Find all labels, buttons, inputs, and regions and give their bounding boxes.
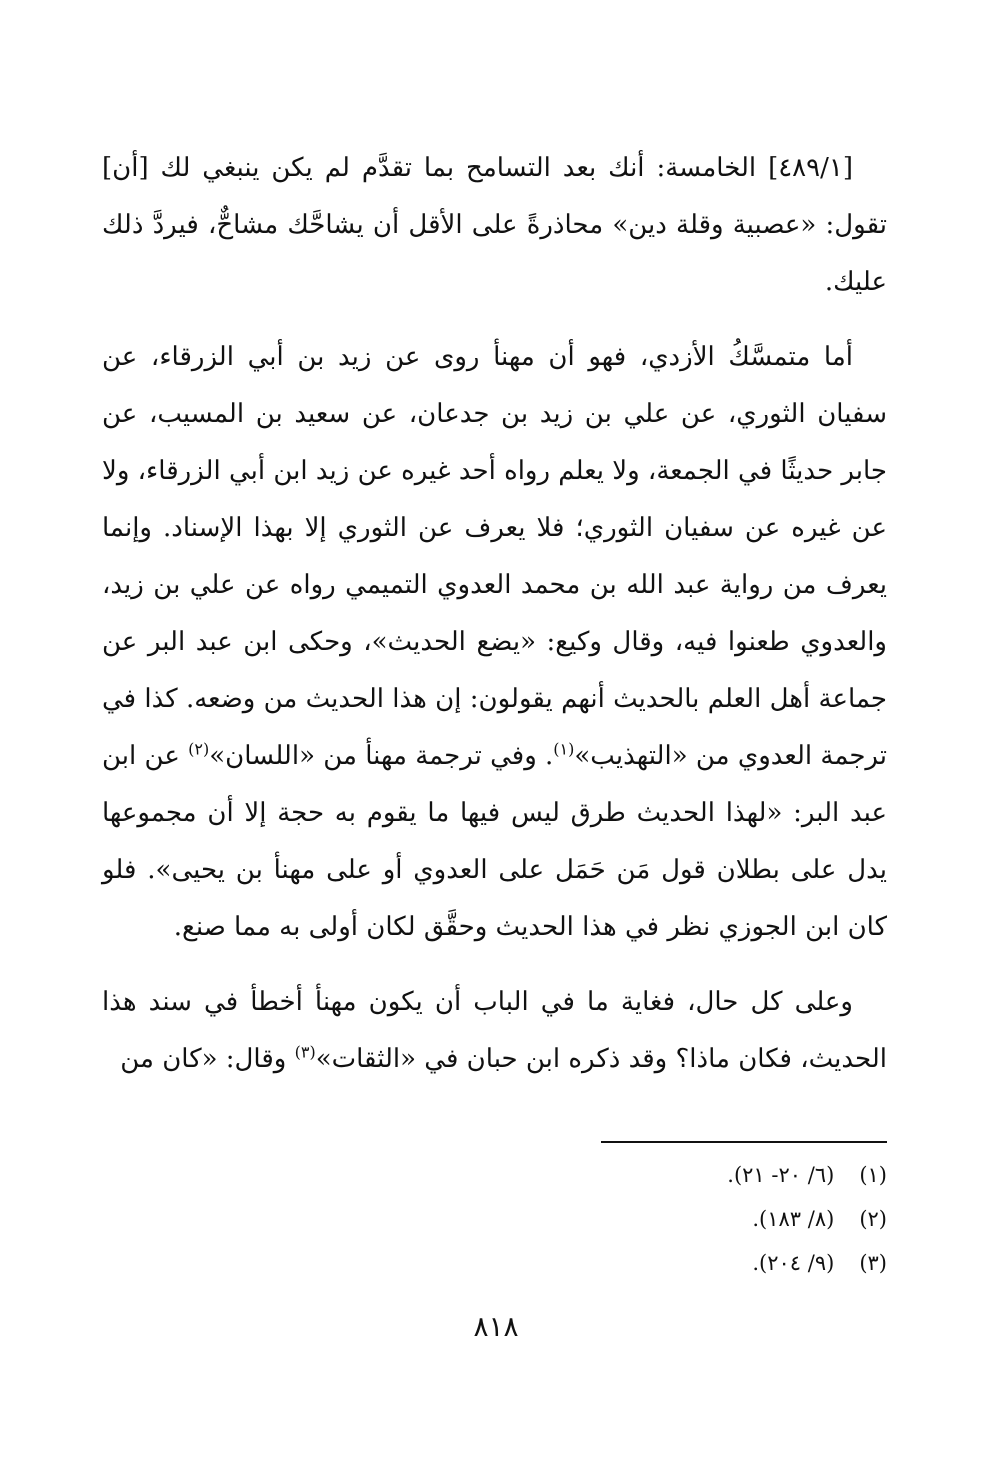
text-segment: . وفي ترجمة مهنأ من «اللسان» xyxy=(209,741,554,771)
footnotes xyxy=(387,1153,887,1285)
paragraph-3 xyxy=(102,974,887,1088)
footnote-1 xyxy=(387,1153,887,1197)
footnote-3 xyxy=(387,1241,887,1285)
footnote-text: (٨/ ١٨٣). xyxy=(752,1207,835,1231)
footnote-text: (٩/ ٢٠٤). xyxy=(752,1251,835,1275)
paragraph-2 xyxy=(102,329,887,956)
footnote-reference: (٢) xyxy=(188,739,210,759)
paragraph-1 xyxy=(102,140,887,311)
text-segment: وقال: «كان من xyxy=(120,1044,295,1074)
footnote-number: (٢) xyxy=(859,1207,887,1231)
footnote-2 xyxy=(387,1197,887,1241)
footnote-reference: (١) xyxy=(553,739,575,759)
text-segment: وعلى كل حال، فغاية ما في الباب أن يكون مهنأ أخطأ في سند هذا الحديث، فكان ماذا؟ وقد ذكره ابن حبان في «الثقات» xyxy=(102,987,887,1074)
footnote-number: (١) xyxy=(859,1163,887,1187)
footnote-separator xyxy=(601,1141,887,1143)
footnote-text: (٦/ ٢٠- ٢١). xyxy=(727,1163,835,1187)
text-segment: [٤٨٩/١] الخامسة: أنك بعد التسامح بما تقدَّم لم يكن ينبغي لك [أن] تقول: «عصبية وقلة دين» محاذرةً على الأقل أن يشاحَّك مشاحٌّ، فيردَّ ذلك عليك. xyxy=(102,153,887,297)
page-number: ٨١٨ xyxy=(473,1310,519,1343)
main-text xyxy=(102,140,887,1106)
text-segment: أما متمسَّكُ الأزدي، فهو أن مهنأ روى عن زيد بن أبي الزرقاء، عن سفيان الثوري، عن علي بن زيد بن جدعان، عن سعيد بن المسيب، عن جابر حديثًا في الجمعة، ولا يعلم رواه أحد غيره عن زيد ابن أبي الزرقاء، ولا عن غيره عن سفيان الثوري؛ فلا يعرف عن الثوري إلا بهذا الإسناد. وإنما يعرف من رواية عبد الله بن محمد العدوي التميمي رواه عن علي بن زيد، والعدوي طعنوا فيه، وقال وكيع: «يضع الحديث»، وحكى ابن عبد البر عن جماعة أهل العلم بالحديث أنهم يقولون: إن هذا الحديث من وضعه. كذا في ترجمة العدوي من «التهذيب» xyxy=(102,342,887,771)
text-segment: عن ابن عبد البر: «لهذا الحديث طرق ليس فيها ما يقوم به حجة إلا أن مجموعها يدل على بطلان قول مَن حَمَل على العدوي أو على مهنأ بن يحيى». فلو كان ابن الجوزي نظر في هذا الحديث وحقَّق لكان أولى به مما صنع. xyxy=(102,741,888,942)
footnote-reference: (٣) xyxy=(294,1042,316,1062)
footnote-number: (٣) xyxy=(859,1251,887,1275)
